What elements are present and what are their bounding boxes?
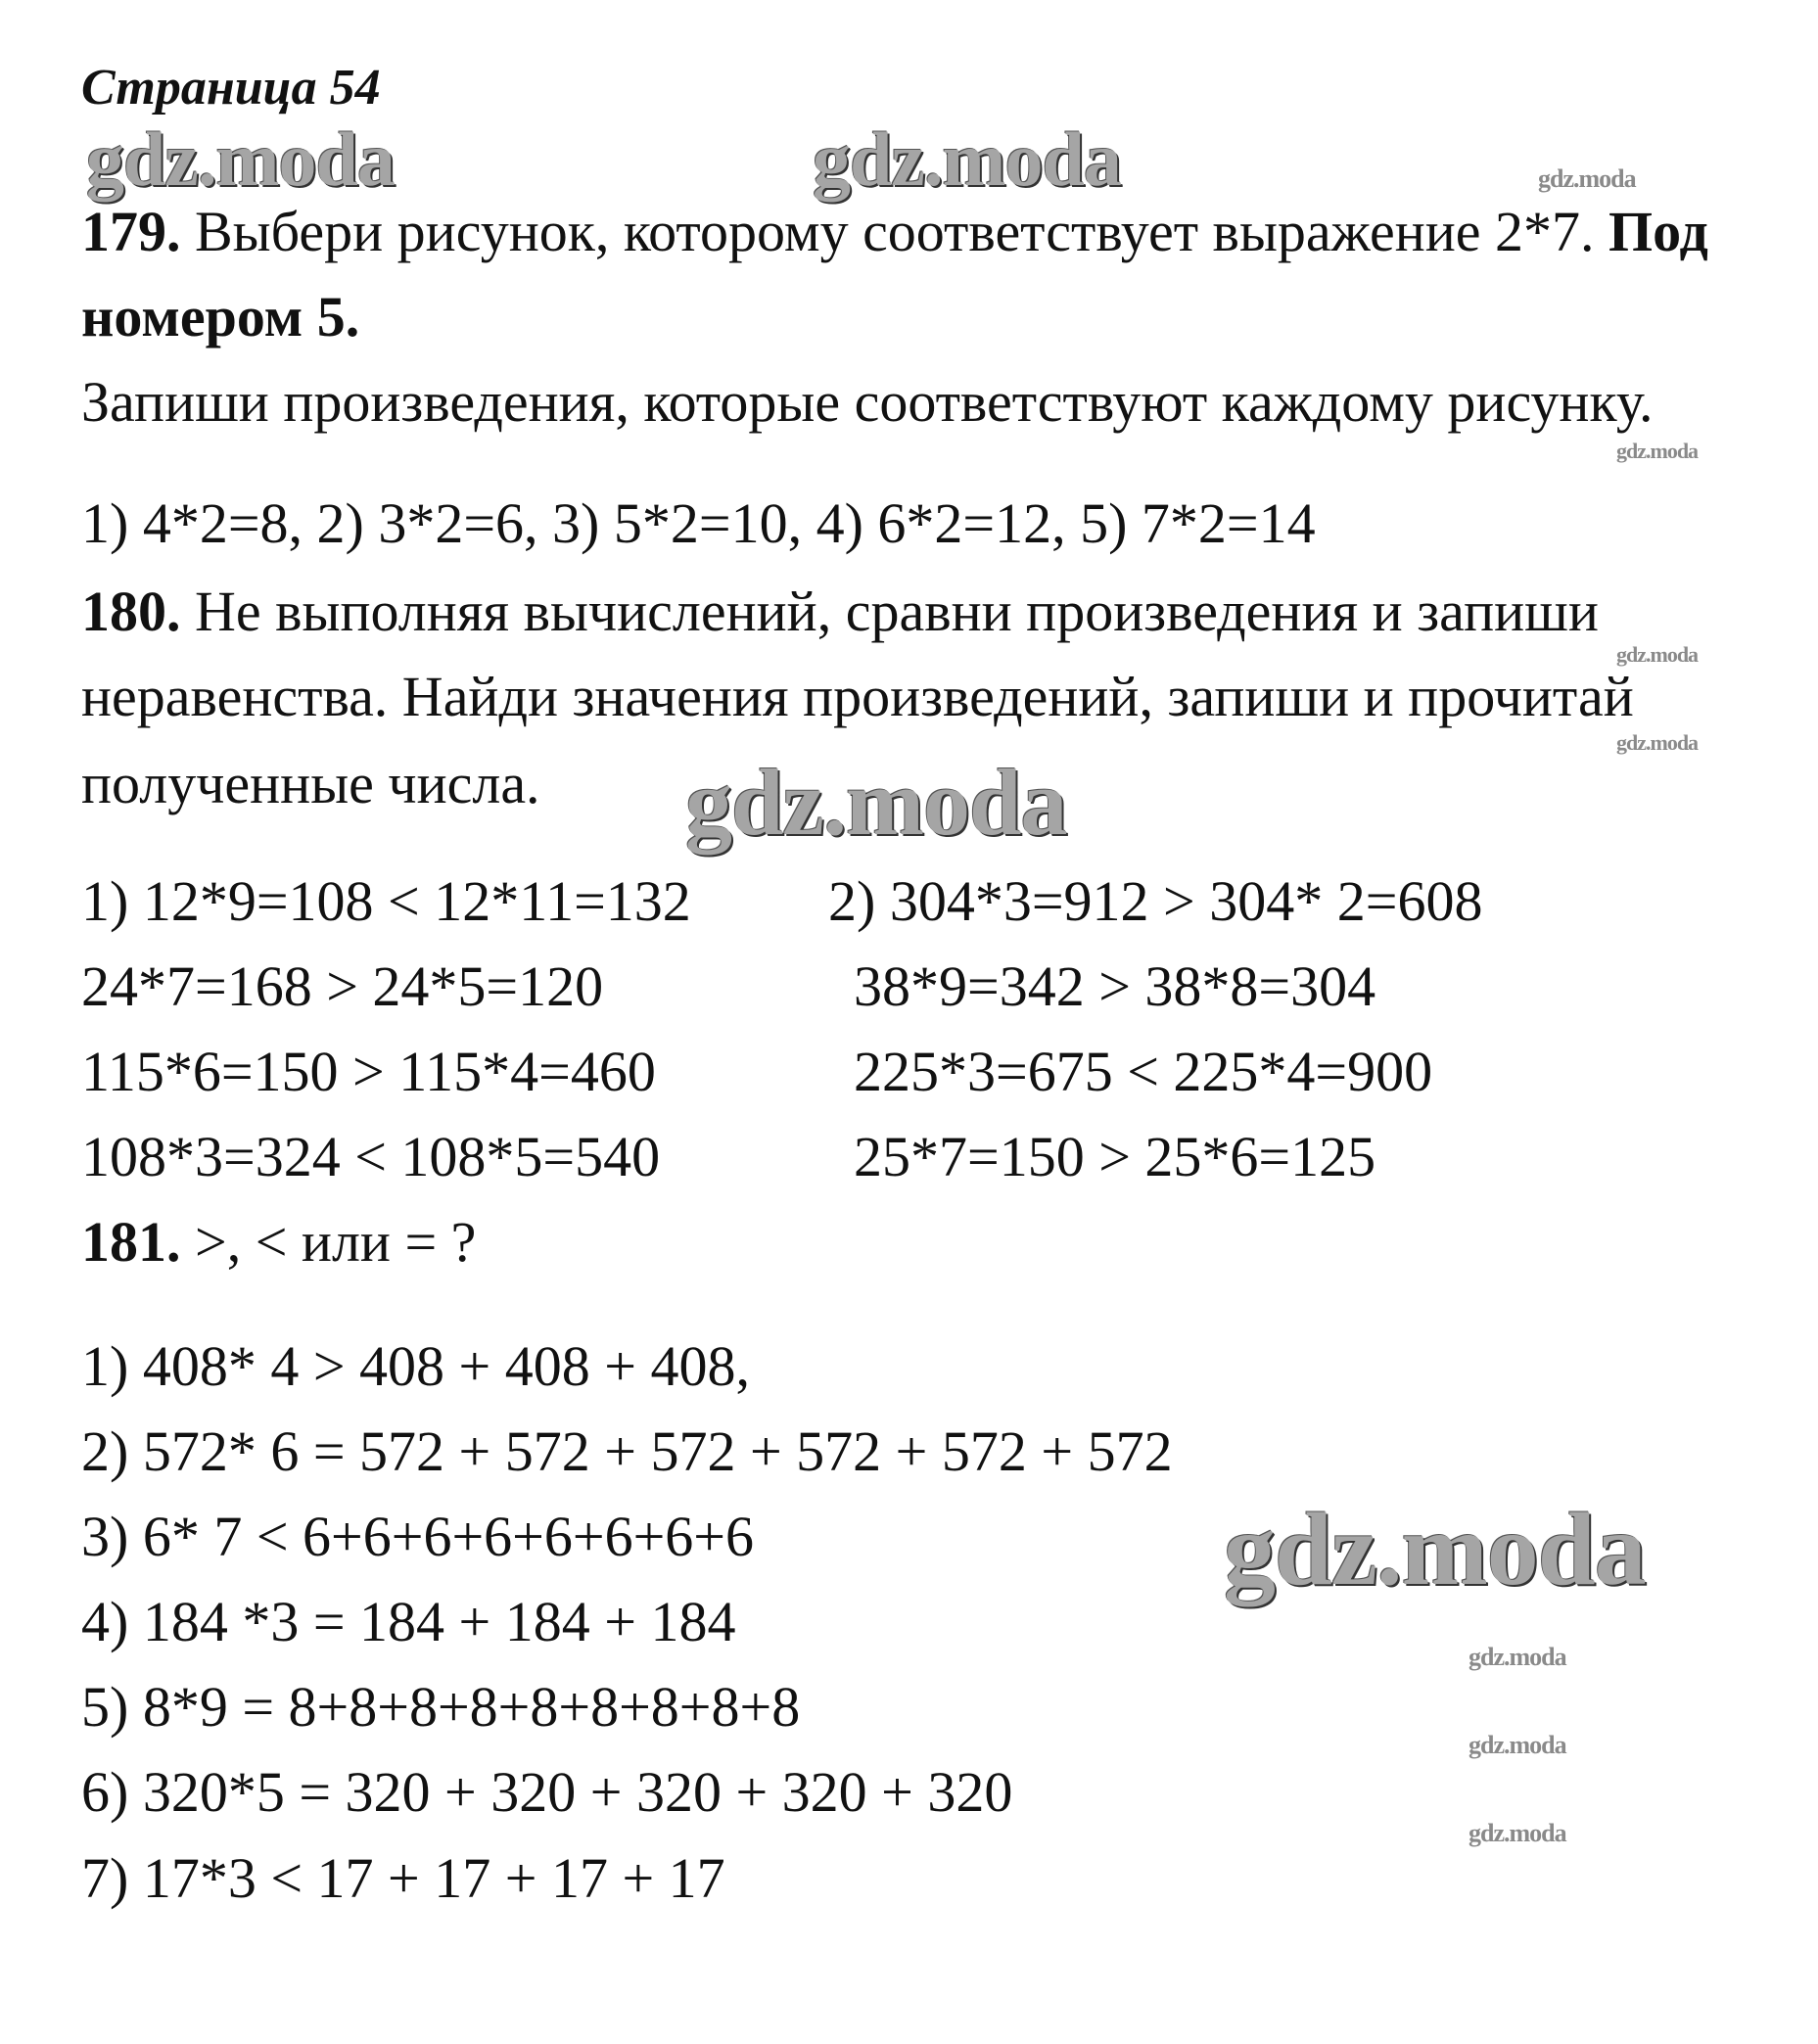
watermark: gdz.moda [685, 750, 1067, 855]
task-181-line1 [81, 1210, 477, 1274]
answer-item: 1) 408* 4 > 408 + 408 + 408, [81, 1334, 750, 1398]
answer-text: 1) 4*2=8, 2) 3*2=6, 3) 5*2=10, 4) 6*2=12, 5) 7*2=14 [81, 491, 1316, 555]
comparison-left: 1) 12*9=108 < 12*11=132 [81, 869, 691, 933]
comparison-right: 38*9=342 > 38*8=304 [854, 954, 1376, 1018]
task-number: 179. [81, 200, 181, 263]
task-number: 181. [81, 1210, 181, 1274]
comparison-left: 108*3=324 < 108*5=540 [81, 1125, 661, 1188]
task-text: Не выполняя вычислений, сравни произведения и запиши [180, 580, 1599, 643]
answer-item: 5) 8*9 = 8+8+8+8+8+8+8+8+8 [81, 1675, 801, 1739]
watermark: gdz.moda [1616, 642, 1699, 667]
answer-item: 4) 184 *3 = 184 + 184 + 184 [81, 1590, 736, 1653]
watermark: gdz.moda [86, 116, 395, 202]
answer-item: 7) 17*3 < 17 + 17 + 17 + 17 [81, 1846, 725, 1910]
task-180-line1 [81, 580, 1599, 643]
task-text: >, < или = ? [180, 1210, 477, 1274]
task-text: Запиши произведения, которые соответствуют каждому рисунку. [81, 370, 1654, 434]
comparison-right: 225*3=675 < 225*4=900 [854, 1040, 1433, 1103]
answer-text: Под [1608, 200, 1708, 263]
comparison-left: 24*7=168 > 24*5=120 [81, 954, 604, 1018]
task-text: неравенства. Найди значения произведений, запиши и прочитай [81, 665, 1634, 728]
page-title: Страница 54 [81, 60, 381, 116]
answer-item: 2) 572* 6 = 572 + 572 + 572 + 572 + 572 + 572 [81, 1419, 1173, 1483]
watermark: gdz.moda [1224, 1492, 1646, 1606]
watermark: gdz.moda [1538, 164, 1636, 193]
task-text: Выбери рисунок, которому соответствует выражение 2*7. [180, 200, 1609, 263]
comparison-left: 115*6=150 > 115*4=460 [81, 1040, 656, 1103]
watermark: gdz.moda [813, 116, 1121, 202]
task-number: 180. [81, 580, 181, 643]
answer-text: номером 5. [81, 285, 360, 348]
watermark: gdz.moda [1468, 1643, 1566, 1671]
watermark: gdz.moda [1616, 730, 1699, 755]
task-179-line1 [81, 200, 1708, 263]
comparison-right: 25*7=150 > 25*6=125 [854, 1125, 1376, 1188]
answer-item: 6) 320*5 = 320 + 320 + 320 + 320 + 320 [81, 1760, 1013, 1824]
comparison-right: 2) 304*3=912 > 304* 2=608 [828, 869, 1483, 933]
task-text: полученные числа. [81, 752, 540, 815]
answer-item: 3) 6* 7 < 6+6+6+6+6+6+6+6 [81, 1505, 754, 1568]
watermark: gdz.moda [1468, 1819, 1566, 1847]
watermark: gdz.moda [1468, 1731, 1566, 1759]
watermark: gdz.moda [1616, 439, 1699, 463]
